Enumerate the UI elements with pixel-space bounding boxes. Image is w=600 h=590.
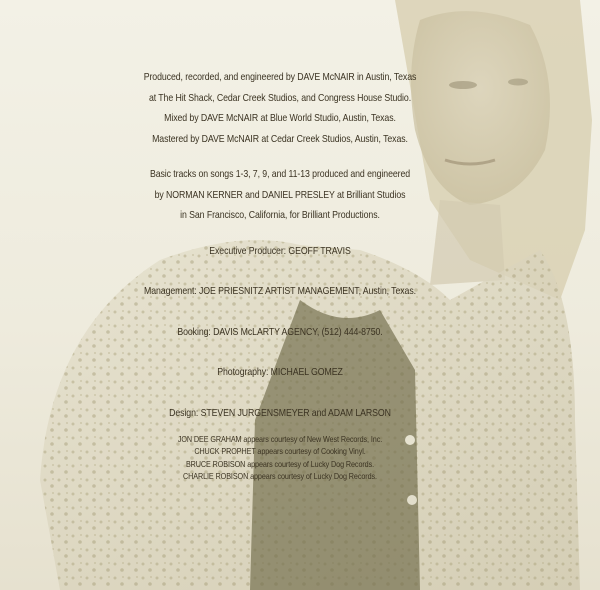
credit-line: by NORMAN KERNER and DANIEL PRESLEY at Brilliant Studios [154, 189, 406, 201]
credit-line: in San Francisco, California, for Brilliant Productions. [180, 210, 380, 221]
courtesy-line: CHARLIE ROBISON appears courtesy of Lucky Dog Records. [183, 471, 377, 482]
courtesy-line: CHUCK PROPHET appears courtesy of Cooking Vinyl. [194, 446, 366, 457]
courtesy-notes [142, 433, 417, 483]
booking-credit: Booking: DAVIS McLARTY AGENCY, (512) 444-8750. [177, 326, 383, 338]
design-credit: Design: STEVEN JURGENSMEYER and ADAM LARSON [169, 407, 391, 419]
executive-producer-credit: Executive Producer: GEOFF TRAVIS [209, 245, 351, 257]
credit-line: Produced, recorded, and engineered by DAVE McNAIR in Austin, Texas [143, 72, 417, 83]
credit-line: Mixed by DAVE McNAIR at Blue World Studio, Austin, Texas. [164, 113, 396, 124]
courtesy-line: JON DEE GRAHAM appears courtesy of New West Records, Inc. [177, 434, 383, 444]
credits-block [142, 68, 417, 483]
photography-credit: Photography: MICHAEL GOMEZ [217, 367, 343, 378]
courtesy-line: BRUCE ROBISON appears courtesy of Lucky Dog Records. [185, 458, 375, 469]
management-credit: Management: JOE PRIESNITZ ARTIST MANAGEMENT, Austin, Texas. [144, 286, 416, 297]
credit-line: Basic tracks on songs 1-3, 7, 9, and 11-13 produced and engineered [149, 169, 411, 180]
credit-line: at The Hit Shack, Cedar Creek Studios, and Congress House Studio. [148, 92, 412, 104]
credit-line: Mastered by DAVE McNAIR at Cedar Creek Studios, Austin, Texas. [152, 133, 408, 145]
